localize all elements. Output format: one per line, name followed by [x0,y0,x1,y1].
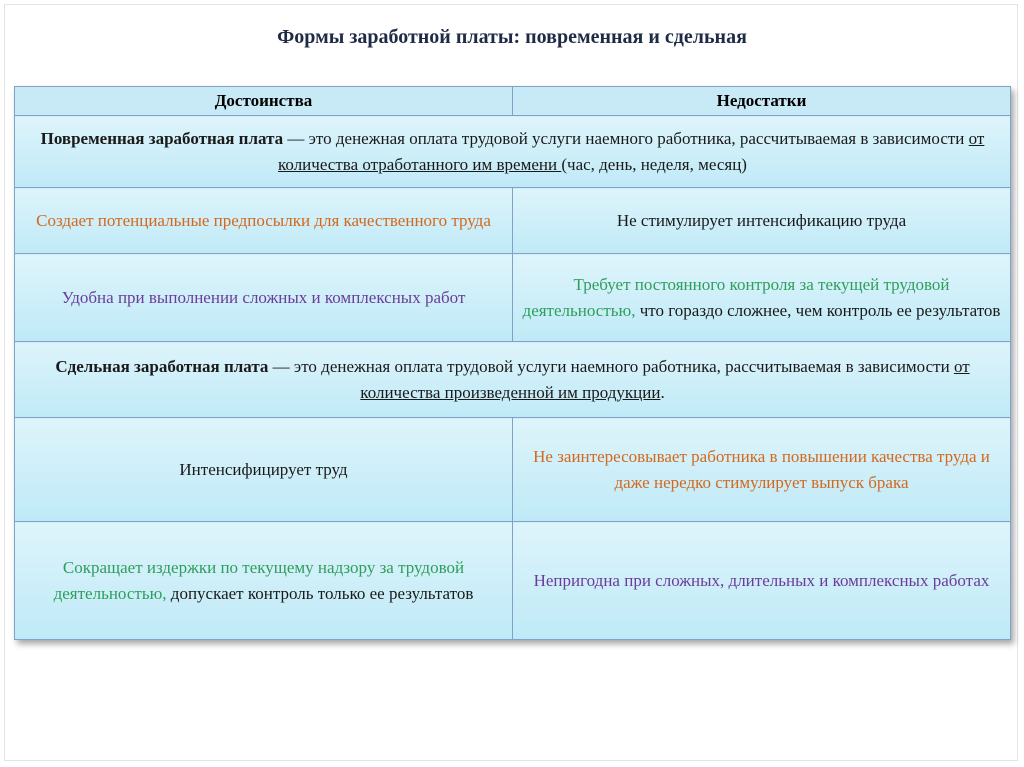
time-wage-disadvantage-1: Не стимулирует интенсификацию труда [513,188,1011,254]
time-wage-term: Повременная заработная плата [40,128,284,148]
header-advantages: Достоинства [15,87,513,116]
time-wage-disadvantage-2-colored: Требует постоянного контроля за текущей трудовой деятельностью, [522,274,950,320]
time-wage-def-tail: (час, день, неделя, месяц) [561,154,747,174]
piece-wage-term: Сдельная заработная плата [55,356,269,376]
time-wage-definition [15,116,1011,188]
piece-wage-disadvantage-1: Не заинтересовывает работника в повышении качества труда и даже нередко стимулирует выпуск брака [513,418,1011,522]
header-disadvantages: Недостатки [513,87,1011,116]
time-wage-advantage-2: Удобна при выполнении сложных и комплексных работ [15,254,513,342]
piece-wage-advantage-1: Интенсифицирует труд [15,418,513,522]
table-row [15,522,1011,640]
time-wage-def-underline: от количества отработанного им времени [278,128,985,174]
time-wage-disadvantage-2 [513,254,1011,342]
table-row [15,418,1011,522]
piece-wage-def-tail: . [660,382,665,402]
piece-wage-advantage-2-rest: допускает контроль только ее результатов [166,583,474,603]
piece-wage-advantage-2 [15,522,513,640]
piece-wage-definition-row [15,342,1011,418]
piece-wage-definition [15,342,1011,418]
piece-wage-advantage-2-colored: Сокращает издержки по текущему надзору за трудовой деятельностью, [53,557,465,603]
piece-wage-def-text: — это денежная оплата трудовой услуги наемного работника, рассчитываемая в зависимости [268,356,954,376]
time-wage-advantage-1: Создает потенциальные предпосылки для качественного труда [15,188,513,254]
time-wage-disadvantage-2-rest: что гораздо сложнее, чем контроль ее результатов [635,300,1001,320]
page-title: Формы заработной платы: повременная и сдельная [277,26,747,48]
piece-wage-disadvantage-2: Непригодна при сложных, длительных и комплексных работах [513,522,1011,640]
table-row [15,254,1011,342]
time-wage-def-text: — это денежная оплата трудовой услуги наемного работника, рассчитываемая в зависимости [283,128,969,148]
header-row [15,87,1011,116]
time-wage-definition-row [15,116,1011,188]
table-row [15,188,1011,254]
piece-wage-def-underline: от количества произведенной им продукции [360,356,970,402]
comparison-table [14,86,1011,640]
